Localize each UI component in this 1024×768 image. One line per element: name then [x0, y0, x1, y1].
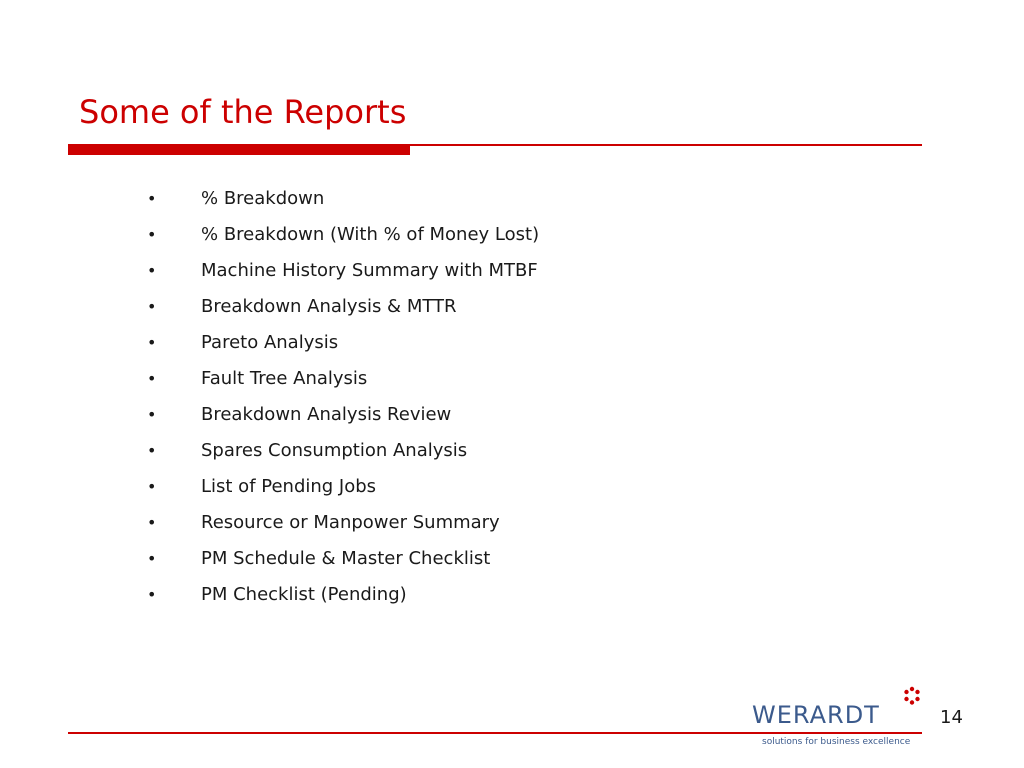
report-label: Machine History Summary with MTBF [201, 260, 538, 281]
report-label: Breakdown Analysis Review [201, 404, 452, 425]
report-label: Pareto Analysis [201, 332, 339, 353]
list-item [147, 397, 539, 433]
list-item [147, 433, 539, 469]
report-label: % Breakdown [201, 188, 325, 209]
list-item [147, 469, 539, 505]
bullet-icon: • [147, 189, 157, 208]
title-underline-accent [68, 144, 410, 155]
list-item [147, 253, 539, 289]
bullet-icon: • [147, 369, 157, 388]
bullet-icon: • [147, 477, 157, 496]
bullet-icon: • [147, 405, 157, 424]
bullet-icon: • [147, 225, 157, 244]
report-label: Fault Tree Analysis [201, 368, 368, 389]
bullet-icon: • [147, 585, 157, 604]
report-label: PM Schedule & Master Checklist [201, 548, 491, 569]
list-item [147, 577, 539, 613]
bullet-icon: • [147, 513, 157, 532]
bullet-icon: • [147, 261, 157, 280]
report-label: Spares Consumption Analysis [201, 440, 468, 461]
title-underline-thin [410, 144, 922, 146]
bullet-icon: • [147, 297, 157, 316]
footer-rule [68, 732, 922, 734]
list-item [147, 541, 539, 577]
report-label: List of Pending Jobs [201, 476, 377, 497]
page-number: 14 [940, 707, 963, 728]
logo-burst-icon [902, 686, 922, 706]
list-item [147, 505, 539, 541]
slide-title: Some of the Reports [79, 93, 407, 131]
company-logo [752, 686, 922, 752]
report-label: % Breakdown (With % of Money Lost) [201, 224, 540, 245]
logo-wordmark: WERARDT [752, 701, 880, 729]
report-label: PM Checklist (Pending) [201, 584, 407, 605]
report-list [147, 181, 539, 613]
bullet-icon: • [147, 333, 157, 352]
bullet-icon: • [147, 441, 157, 460]
list-item [147, 181, 539, 217]
list-item [147, 289, 539, 325]
list-item [147, 361, 539, 397]
logo-tagline: solutions for business excellence [762, 737, 911, 747]
list-item [147, 325, 539, 361]
report-label: Resource or Manpower Summary [201, 512, 500, 533]
list-item [147, 217, 539, 253]
report-label: Breakdown Analysis & MTTR [201, 296, 457, 317]
bullet-icon: • [147, 549, 157, 568]
